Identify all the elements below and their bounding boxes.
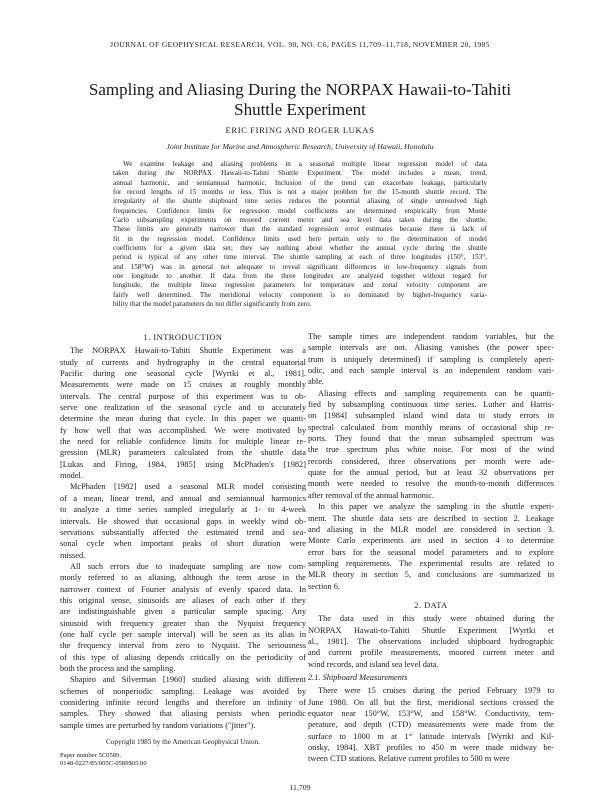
abstract-line: fit in the regression model. Confidence limits used here pertain only to the determination of model: [113, 234, 487, 243]
issn-code: 0148-0227/85/005C-0589$05.00: [60, 760, 147, 768]
paragraph-line: of this type of aliasing depends critically on the periodicity of: [60, 652, 306, 662]
paragraph-line: study of currents and hydrography in the central equatorial: [60, 357, 306, 367]
paragraph-line: determine the mean during that cycle. In this paper we quanti-: [60, 414, 306, 424]
paragraph-line: equator near 150°W, 153°W, and 158°W. Conductivity, tem-: [308, 709, 554, 718]
paragraph-line: McPhaden [1982] used a seasonal MLR model consisting: [70, 482, 306, 492]
abstract-line: one longitude to another. If data from the three longitudes are analyzed together without regard for: [113, 272, 487, 281]
title-line-1: Sampling and Aliasing During the NORPAX Hawaii-to-Tahiti: [88, 80, 512, 99]
paragraph-line: ment. The shuttle data sets are described in section 2. Leakage: [308, 513, 554, 523]
paragraph-line: perature, and depth (CTD) measurements were made from the: [308, 720, 554, 730]
paragraph-line: onsky, 1984]. XBT profiles to 450 m were made midway be-: [308, 743, 554, 753]
paragraph-line: model.: [60, 471, 83, 481]
paragraph-line: intervals. He showed that occasional gaps in weekly wind ob-: [60, 516, 306, 526]
paragraph-line: to analyze a time series sampled irregularly at 1- to 4-week: [60, 505, 306, 515]
paragraph-line: samples. They showed that aliasing persists when periodic: [60, 709, 306, 719]
paragraph-line: NORPAX Hawaii-to-Tahiti Shuttle Experiment [Wyrtki et: [308, 625, 554, 635]
abstract-line: bility that the model parameters do not differ significantly from zero.: [113, 300, 312, 309]
affiliation: Joint Institute for Marine and Atmospheric Research, University of Hawaii, Honolulu: [166, 142, 434, 151]
abstract-line: irregularity of the shuttle shipboard time series reduces the potential aliasing of single unresolved high: [113, 197, 487, 206]
paragraph-line: al., 1981]. The observations included shipboard hydrographic: [308, 636, 554, 646]
paragraph-line: All such errors due to inadequate sampling are now com-: [70, 561, 306, 571]
subsection-heading: 2.1. Shipboard Measurements: [308, 672, 408, 682]
left-column: [60, 330, 306, 768]
abstract-line: taken during the NORPAX Hawaii-to-Tahiti Shuttle Experiment. The model includes a mean, trend,: [113, 169, 487, 178]
paragraph-line: In this paper we analyze the sampling in the shuttle experi-: [318, 502, 554, 512]
paragraph-line: narrower context of Fourier analysis of evenly spaced data. In: [60, 584, 306, 594]
paragraph-line: monly referred to as aliasing, although the term arose in the: [60, 573, 306, 583]
paragraph-line: surface to 1000 m at 1° latitude intervals [Wyrtki and Kil-: [308, 731, 554, 741]
paragraph-line: June 1980. On all but the first, meridional sections crossed the: [308, 697, 554, 707]
abstract-line: for record lengths of 15 months or less. This is not a major problem for the 15-month shuttle record. The: [113, 188, 487, 197]
abstract-line: and 158°W) was in general not adequate to reveal significant differences in low-frequency signals from: [113, 262, 487, 271]
paragraph-line: The sample times are independent random variables, but the: [308, 332, 554, 341]
paragraph-line: on [1984] subsampled island wind data to study errors in: [308, 411, 554, 421]
abstract-line: longitude, the multiple linear regression parameters for temperature and zonal velocity component are: [113, 281, 487, 290]
paragraph-line: Pacific during one seasonal cycle [Wyrtki et al., 1981].: [60, 369, 306, 379]
paragraph-line: able.: [308, 377, 324, 387]
paragraph-line: and current profile measurements, moored current meter and: [308, 648, 554, 658]
paragraph-line: wind records, and island sea level data.: [308, 659, 439, 669]
paragraph-line: of a mean, linear trend, and annual and semiannual harmonics: [60, 493, 306, 503]
paper-title: [60, 80, 540, 120]
paragraph-line: the need for reliable confidence limits for multiple linear re-: [60, 437, 306, 447]
paragraph-line: gression (MLR) parameters calculated from the shuttle data: [60, 448, 306, 458]
paragraph-line: trum is uniquely determined) if sampling is completely aperi-: [308, 354, 554, 364]
paragraph-line: The data used in this study were obtained during the: [318, 614, 554, 624]
abstract-line: period is typical of any other time interval. The shuttle sampling at each of three longitudes (150°, 153°,: [113, 253, 487, 262]
paragraph-line: intervals. The central purpose of this experiment was to ob-: [60, 391, 306, 401]
paragraph-line: Monte Carlo experiments are used in section 4 to determine: [308, 536, 554, 546]
paragraph-line: sample times are perturbed by random variations ("jitter").: [60, 720, 256, 730]
journal-header: JOURNAL OF GEOPHYSICAL RESEARCH, VOL. 90, NO. C6, PAGES 11,709–11,718, NOVEMBER 20, 1985: [110, 40, 490, 49]
right-column: [308, 331, 554, 765]
paragraph-line: Aliasing effects and sampling requirements can be quanti-: [318, 388, 554, 398]
paragraph-line: both the process and the sampling.: [60, 663, 176, 673]
paragraph-line: MLR theory in section 5, and conclusions are summarized in: [308, 570, 554, 580]
paragraph-line: serve one realization of the seasonal cycle and to accurately: [60, 403, 306, 413]
paragraph-line: spectral calculated from monthly means of occasional ship re-: [308, 422, 554, 432]
copyright-notice: Copyright 1985 by the American Geophysical Union.: [106, 738, 260, 747]
paragraph-line: and aliasing in the MLR model are considered in section 3.: [308, 524, 554, 534]
abstract-line: frequencies. Confidence limits for regression model coefficients are determined empirically from Monte: [113, 206, 487, 215]
paragraph-line: (one half cycle per sample interval) will be seen as its alias in: [60, 629, 306, 639]
paragraph-line: fied by subsampling continuous time series. Luther and Harris-: [308, 400, 554, 410]
section-heading: 1. INTRODUCTION: [143, 333, 223, 342]
abstract-line: fairly well determined. The meridional velocity component is so dominated by higher-frequency varia-: [113, 290, 487, 299]
paragraph-line: this original sense, sinusoids are aliases of each other if they: [60, 595, 306, 605]
abstract-line: annual harmonic, and semiannual harmonic. Inclusion of the trend can exacerbate leakage, particularly: [113, 178, 487, 187]
title-line-2: Shuttle Experiment: [234, 100, 366, 119]
paragraph-line: error bars for the seasonal model parameters and to explore: [308, 547, 554, 557]
paragraph-line: ports. They found that the mean subsampled spectrum was: [308, 434, 554, 444]
paragraph-line: sampling requirements. The experimental results are related to: [308, 558, 554, 568]
paragraph-line: sonal cycle when important peaks of short duration were: [60, 539, 306, 549]
paragraph-line: records considered, three observations per month were ade-: [308, 456, 554, 466]
paragraph-line: [Lukas and Firing, 1984, 1985] using McPhaden's [1982]: [60, 459, 306, 469]
page-number: 11,709: [289, 783, 311, 792]
paragraph-line: the frequency interval from zero to Nyquist. The seriousness: [60, 641, 306, 651]
paragraph-line: Shapiro and Silverman [1960] studied aliasing with different: [70, 675, 306, 685]
abstract-line: We examine leakage and aliasing problems in a seasonal multiple linear regression model of data: [123, 160, 487, 168]
abstract-line: Carlo subsampling experiments on moored current meter and sea level data taken during the shuttle.: [113, 216, 487, 225]
spacer: [308, 592, 554, 598]
paragraph-line: missed.: [60, 550, 86, 560]
paragraph-line: month were needed to resolve the month-to-month differences: [308, 479, 554, 489]
paragraph-line: The NORPAX Hawaii-to-Tahiti Shuttle Experiment was a: [70, 346, 306, 356]
paragraph-line: odic, and each sample interval is an independent random vari-: [308, 366, 554, 376]
abstract-line: These limits are generally narrower than the standard regression error estimates because there is lack of: [113, 225, 487, 234]
section-heading: 2. DATA: [414, 600, 448, 610]
paragraph-line: considering infinite record lengths and therefore an infinity of: [60, 698, 306, 707]
paragraph-line: schemes of nonperiodic sampling. Leakage was avoided by: [60, 686, 306, 696]
paragraph-line: sinusoid with frequency greater than the Nyquist frequency: [60, 618, 306, 628]
paragraph-line: section 6.: [308, 581, 340, 591]
abstract-line: coefficients for a given data set; they say nothing about whether the annual cycle during the shuttle: [113, 244, 487, 253]
paragraph-line: sample intervals are not. Aliasing vanishes (the power spec-: [308, 343, 554, 353]
paragraph-line: There were 15 cruises during the period February 1979 to: [318, 686, 554, 696]
abstract: [113, 160, 487, 310]
authors: ERIC FIRING AND ROGER LUKAS: [225, 125, 375, 135]
paragraph-line: are indistinguishable given a particular sample spacing. Any: [60, 607, 306, 617]
paragraph-line: after removal of the annual harmonic.: [308, 490, 435, 500]
paragraph-line: servations substantially affected the estimated trend and sea-: [60, 527, 306, 537]
paper-number: Paper number 5C0589.: [60, 752, 121, 760]
paragraph-line: quate for the annual period, but at least 32 observations per: [308, 468, 554, 478]
paragraph-line: fy how well that was accomplished. We were motivated by: [60, 425, 306, 435]
paragraph-line: tween CTD stations. Relative current profiles to 500 m were: [308, 754, 510, 764]
paragraph-line: the true spectrum plus white noise. For most of the wind: [308, 445, 554, 455]
paragraph-line: Measurements were made on 15 cruises at roughly monthly: [60, 380, 306, 390]
